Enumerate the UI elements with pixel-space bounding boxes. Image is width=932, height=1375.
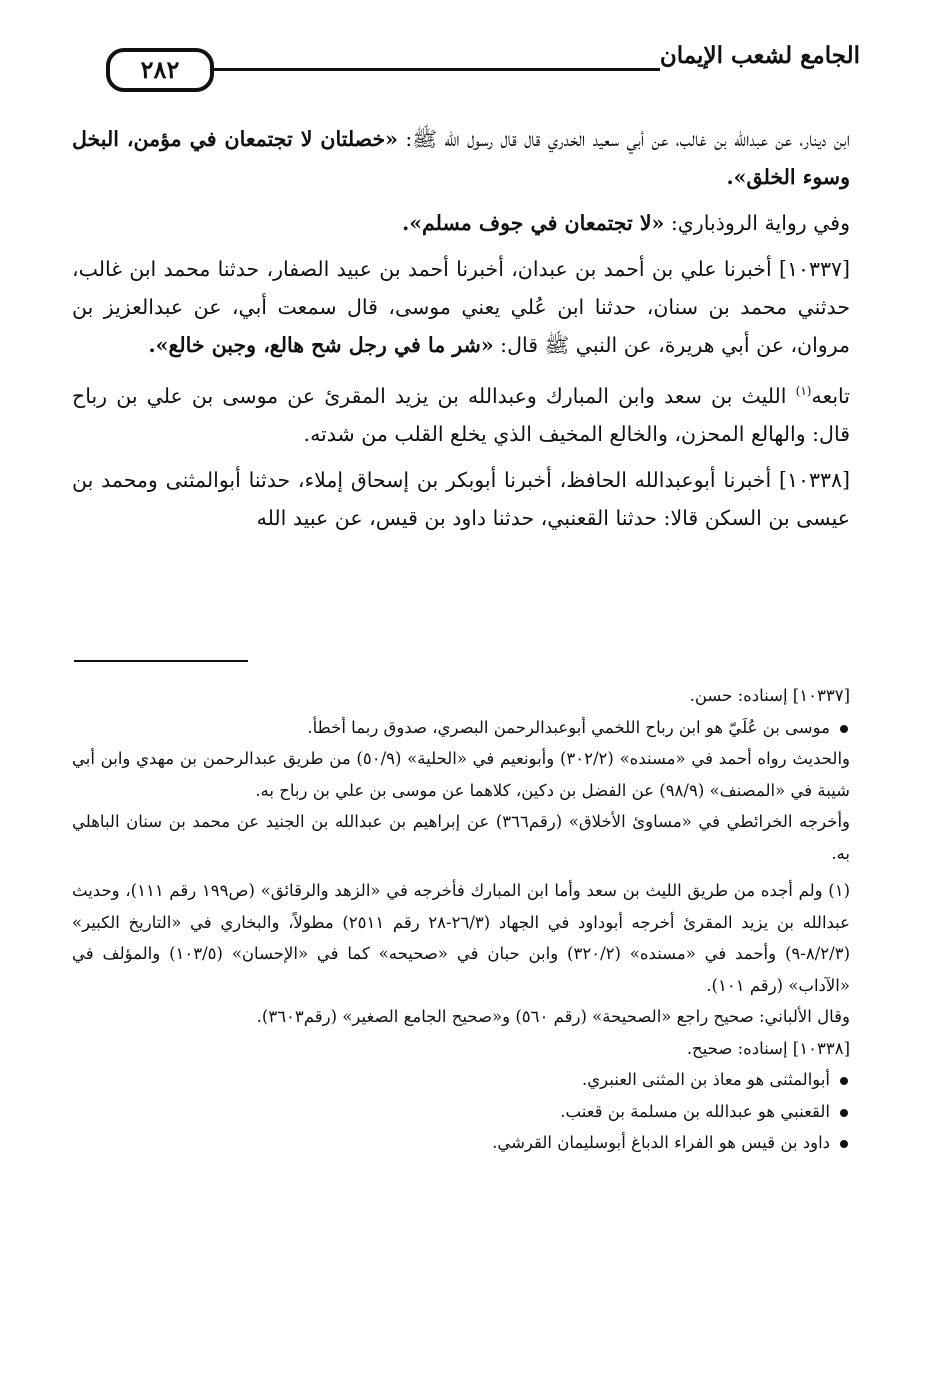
running-title: الجامع لشعب الإيمان xyxy=(659,42,860,69)
hadith-10337-number: [١٠٣٣٧] xyxy=(778,257,850,281)
hadith-10337 xyxy=(72,250,850,364)
footnote-10338-bullet-1: أبوالمثنى هو معاذ بن المثنى العنبري. xyxy=(72,1064,850,1096)
header-rule xyxy=(214,68,660,71)
paragraph-2-hadith: «لا تجتمعان في جوف مسلم». xyxy=(402,211,665,235)
footnote-10338-heading: [١٠٣٣٨] إسناده: صحيح. xyxy=(686,1038,850,1058)
footnote-10337-list xyxy=(72,712,850,744)
hadith-10338-chain: أخبرنا أبوعبدالله الحافظ، أخبرنا أبوبكر بن إسحاق إملاء، حدثنا أبوالمثنى ومحمد بن عيسى بن السكن قالا: حدثنا القعنبي، حدثنا داود بن قيس، عن عبيد الله xyxy=(72,467,850,530)
footnote-ref-1: (١) xyxy=(795,384,812,398)
paragraph-1-hadith: «خصلتان لا تجتمعان في مؤمن، البخل وسوء الخلق». xyxy=(72,127,850,189)
paragraph-2-text: وفي رواية الروذباري: xyxy=(664,211,850,235)
footnote-10337-paragraph-1: والحديث رواه أحمد في «مسنده» (٣٠٢/٢) وأبونعيم في «الحلية» (٥٠/٩) من طريق عبدالرحمن بن مهدي وابن أبي شيبة في «المصنف» (٩٨/٩) عن الفضل بن دكين، كلاهما عن موسى بن علي بن رباح به. xyxy=(72,749,851,800)
paragraph-2 xyxy=(72,204,850,242)
tabaa-word: تابعه xyxy=(811,383,850,408)
footnote-separator xyxy=(74,660,248,662)
footnote-10337-bullet-1: موسى بن عُلَيّ هو ابن رباح اللخمي أبوعبدالرحمن البصري، صدوق ربما أخطأ. xyxy=(72,712,850,744)
hadith-10337-matn: «شر ما في رجل شح هالع، وجبن خالع». xyxy=(148,333,494,357)
hadith-10337-chain: أخبرنا علي بن أحمد بن عبدان، أخبرنا أحمد بن عبيد الصفار، حدثنا محمد ابن غالب، حدثني محمد بن سنان، حدثنا ابن عُلي يعني موسى، قال سمعت أبي، عن عبدالعزيز بن مروان، عن أبي هريرة، عن النبي ﷺ قال: xyxy=(72,257,850,357)
paragraph-1-text: ابن دينار، عن عبدالله بن غالب، عن أبي سعيد الخدري قال قال رسول الله ﷺ: xyxy=(405,127,850,151)
tabaa-text: الليث بن سعد وابن المبارك وعبدالله بن يزيد المقرئ عن موسى بن علي بن رباح قال: والهالع المحزن، والخالع المخيف الذي يخلع القلب من شدته. xyxy=(72,383,850,446)
hadith-10338 xyxy=(72,461,850,537)
footnote-10338-bullet-3: داود بن قيس هو الفراء الدباغ أبوسليمان القرشي. xyxy=(72,1127,850,1159)
footnote-10337-heading: [١٠٣٣٧] إسناده: حسن. xyxy=(689,686,850,705)
page-header xyxy=(70,38,860,98)
tabaa-paragraph xyxy=(72,372,850,453)
main-text xyxy=(72,120,850,545)
footnote-10337-paragraph-2: وأخرجه الخرائطي في «مساوئ الأخلاق» (رقم٣٦٦) عن إبراهيم بن عبدالله بن الجنيد عن محمد بن سنان الباهلي به. xyxy=(72,812,850,863)
footnote-1-albani: وقال الألباني: صحيح راجع «الصحيحة» (رقم ٥٦٠) و«صحيح الجامع الصغير» (رقم٣٦٠٣). xyxy=(256,1007,850,1026)
footnote-10338-bullet-2: القعنبي هو عبدالله بن مسلمة بن قعنب. xyxy=(72,1096,850,1128)
paragraph-1 xyxy=(72,120,850,196)
page-number: ٢٨٢ xyxy=(106,48,214,92)
hadith-10338-number: [١٠٣٣٨] xyxy=(778,467,850,492)
footnote-1: (١) ولم أجده من طريق الليث بن سعد وأما ابن المبارك فأخرجه في «الزهد والرقائق» (ص١٩٩ رقم ١١١)، وحديث عبدالله بن يزيد المقرئ أخرجه أبوداود في الجهاد (٢٦/٣-٢٨ رقم ٢٥١١) مطولاً، والبخاري في «التاريخ الكبير» (٨/٢/٣-٩) وأحمد في «مسنده» (٣٢٠/٢) وابن حبان في «صحيحه» كما في «الإحسان» (١٠٣/٥) والمؤلف في «الآداب» (رقم ١٠١). xyxy=(72,881,851,995)
footnotes xyxy=(72,680,850,1159)
footnote-10338-list xyxy=(72,1064,850,1159)
